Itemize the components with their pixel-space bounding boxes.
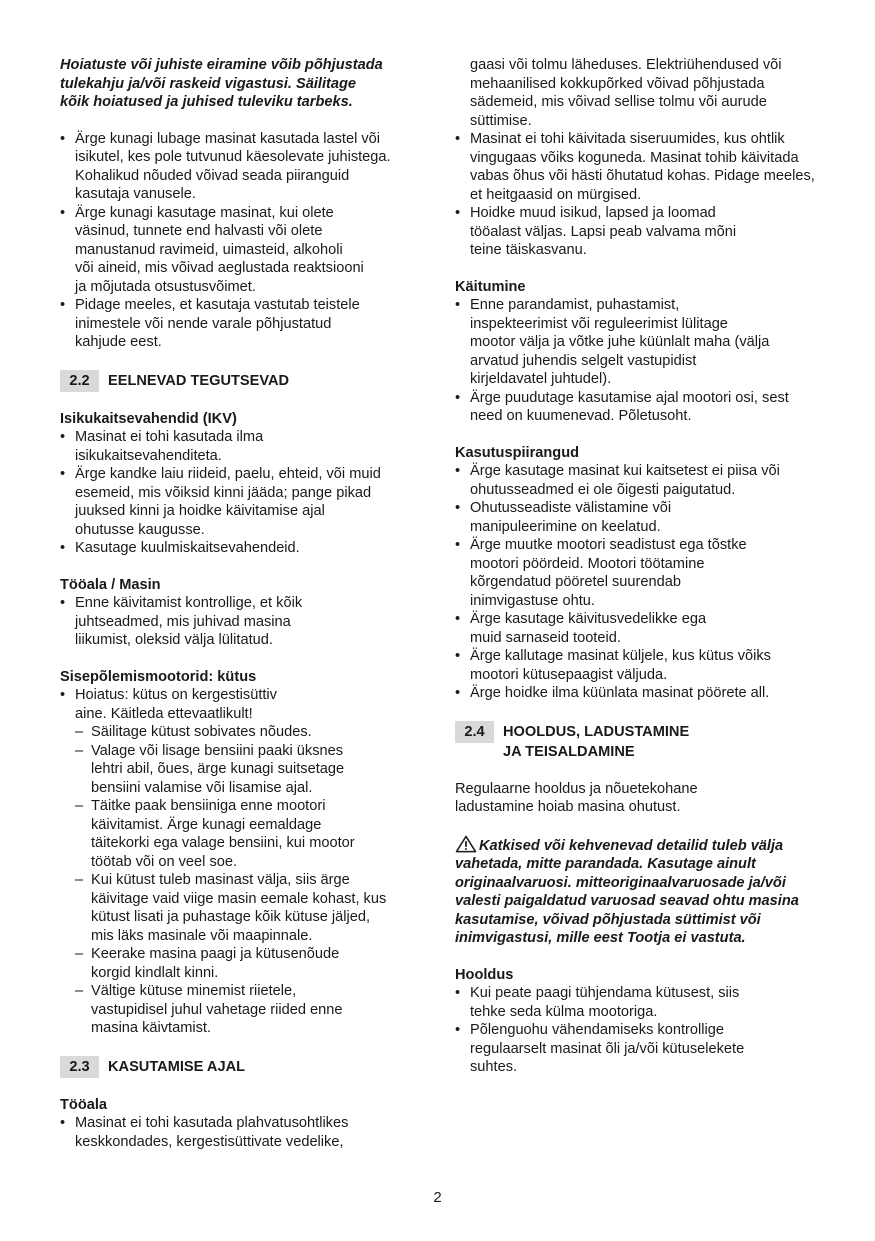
section-number: 2.3 (60, 1056, 99, 1078)
right-column (455, 56, 815, 1077)
section-title-line: JA TEISALDAMINE (503, 743, 635, 760)
list-item: • Kui peate paagi tühjendama kütusest, siis tehke seda külma mootoriga. (455, 984, 755, 1021)
list-item: – Säilitage kütust sobivates nõudes. (75, 723, 395, 742)
subheading-kaitumine: Käitumine (455, 278, 526, 295)
list-item: • Pidage meeles, et kasutaja vastutab teistele inimestele või nende varale põhjustatud kahjude eest. (60, 296, 365, 352)
subheading-tooala: Tööala (60, 1096, 108, 1113)
section-number: 2.2 (60, 370, 99, 392)
section-number: 2.4 (455, 721, 494, 743)
list-item-text: • Hoiatus: kütus on kergestisüttiv aine. Käitleda ettevaatlikult! (75, 687, 277, 722)
tooala-masin-list (60, 594, 335, 650)
list-item: • Ärge kasutage käivitusvedelikke ega muid sarnaseid tooteid. (455, 610, 735, 647)
subheading-kutus: Sisepõlemismootorid: kütus (60, 668, 257, 685)
list-item: • Hoidke muud isikud, lapsed ja loomad tööalast väljas. Lapsi peab valvama mõni teine täiskasvanu. (455, 204, 755, 260)
kutus-dash-list (60, 723, 395, 1038)
list-item: • Enne parandamist, puhastamist, inspekteerimist või reguleerimist lülitage mootor välja ja võtke juhe küünlalt maha (välja arvatud juhendis selgelt vastupidist kirjeldavatel juhtudel). (455, 296, 770, 389)
warning-triangle-icon (455, 835, 477, 853)
list-item: • Ärge puudutage kasutamise ajal mootori osi, sest need on kuumenevad. Põletusoht. (455, 389, 805, 426)
ikv-list (60, 428, 385, 558)
subheading-tooala-masin: Tööala / Masin (60, 576, 161, 593)
continued-text: gaasi või tolmu läheduses. Elektriühendused või mehaanilised kokkupõrked võivad põhjustada sädemeid, mis võivad sellise tolmu või aurude süttimise. (470, 57, 782, 129)
page-number: 2 (433, 1189, 442, 1206)
list-item: – Täitke paak bensiiniga enne mootori käivitamist. Ärge kunagi eemaldage täitekorki ega valage bensiini, kui mootor töötab või on veel soe. (75, 797, 356, 871)
section-header-2-4 (455, 721, 815, 762)
warning-text: Hoiatuste või juhiste eiramine võib põhjustada tulekahju ja/või raskeid vigastusi. Säilitage kõik hoiatused ja juhised tuleviku tarbeks. (60, 57, 383, 110)
section-header-2-2 (60, 370, 405, 392)
kaitumine-list (455, 296, 805, 426)
piirangud-list (455, 462, 810, 703)
list-item: – Keerake masina paagi ja kütusenõude korgid kindlalt kinni. (75, 945, 376, 982)
list-item: • Enne käivitamist kontrollige, et kõik juhtseadmed, mis juhivad masina liikumist, oleksid välja lülitatud. (60, 594, 335, 650)
tooala-list (60, 1114, 395, 1151)
caution-block (455, 835, 810, 948)
section-header-2-3 (60, 1056, 405, 1078)
list-item: • Ärge kasutage masinat kui kaitsetest ei piisa või ohutusseadmed ei ole õigesti paigutatud. (455, 462, 810, 499)
list-item: • Ärge kunagi kasutage masinat, kui olete väsinud, tunnete end halvasti või olete manustanud ravimeid, uimasteid, alkoholi või aineid, mis võivad aeglustada reaktsiooni ja mõjutada otsustusvõimet. (60, 204, 365, 297)
list-item: • Ohutusseadiste välistamine või manipuleerimine on keelatud. (455, 499, 730, 536)
list-item: • Ärge kallutage masinat küljele, kus kütus võiks mootori kütusepaagist väljuda. (455, 647, 795, 684)
kutus-list (60, 686, 395, 723)
list-item: • Ärge kunagi lubage masinat kasutada lastel või isikutel, kes pole tutvunud käesolevate juhistega. Kohalikud nõuded võivad seada piiranguid kasutaja vanusele. (60, 130, 395, 204)
list-item (60, 686, 395, 723)
section-title: EELNEVAD TEGUTSEVAD (108, 372, 290, 389)
section-title-line: HOOLDUS, LADUSTAMINE (503, 723, 690, 740)
list-item: • Ärge hoidke ilma küünlata masinat pöörete all. (455, 684, 810, 703)
list-item: • Kasutage kuulmiskaitsevahendeid. (60, 539, 385, 558)
subheading-hooldus: Hooldus (455, 966, 514, 983)
subheading-kasutuspiirangud: Kasutuspiirangud (455, 444, 580, 461)
hooldus-list (455, 984, 755, 1077)
left-column (60, 56, 405, 1151)
right-intro-list (455, 130, 815, 260)
list-item: • Põlenguohu vähendamiseks kontrollige regulaarselt masinat õli ja/või kütuselekete suhtes. (455, 1021, 745, 1077)
subheading-ikv: Isikukaitsevahendid (IKV) (60, 410, 237, 427)
list-item: • Ärge muutke mootori seadistust ega tõstke mootori pöördeid. Mootori töötamine kõrgendatud pööretel suurendab inimvigastuse ohtu. (455, 536, 755, 610)
section-title: KASUTAMISE AJAL (108, 1058, 246, 1075)
list-item: • Masinat ei tohi kasutada plahvatusohtlikes keskkondades, kergestisüttivate vedelike, (60, 1114, 395, 1151)
intro-list (60, 130, 395, 352)
list-item: • Masinat ei tohi käivitada siseruumides, kus ohtlik vingugaas võiks koguneda. Masinat tohib käivitada vabas õhus või hästi õhutatud kohas. Pidage meeles, et heitgaasid on mürgised. (455, 130, 815, 204)
list-item: – Valage või lisage bensiini paaki üksnes lehtri abil, õues, ärge kunagi suitsetage bensiini valamise või lisamise ajal. (75, 742, 376, 798)
list-item: • Masinat ei tohi kasutada ilma isikukaitsevahenditeta. (60, 428, 305, 465)
list-item: – Kui kütust tuleb masinast välja, siis ärge käivitage vaid viige masin eemale kohast, kus kütust lisati ja puhastage kõik kütuse jäljed, mis läks masinale või maapinnale. (75, 871, 395, 945)
list-item: • Ärge kandke laiu riideid, paelu, ehteid, või muid esemeid, mis võiksid kinni jääda; pange pikad juuksed kinni ja hoidke käivitamise ajal ohutusse kaugusse. (60, 465, 385, 539)
list-item: – Vältige kütuse minemist riietele, vastupidisel juhul vahetage riided enne masina käivtamist. (75, 982, 346, 1038)
caution-text: Katkised või kehvenevad detailid tuleb välja vahetada, mitte parandada. Kasutage ainult originaalvaruosi. mitteoriginaalvaruosade ja/või valesti paigaldatud varuosad seavad ohtu masina kasutamise, võivad põhjustada süttimist või inimvigastusi, mille eest Tootja ei vastuta. (455, 837, 799, 946)
section-title (494, 721, 689, 762)
hooldus-intro: Regulaarne hooldus ja nõuetekohane ladustamine hoiab masina ohutust. (455, 780, 698, 815)
